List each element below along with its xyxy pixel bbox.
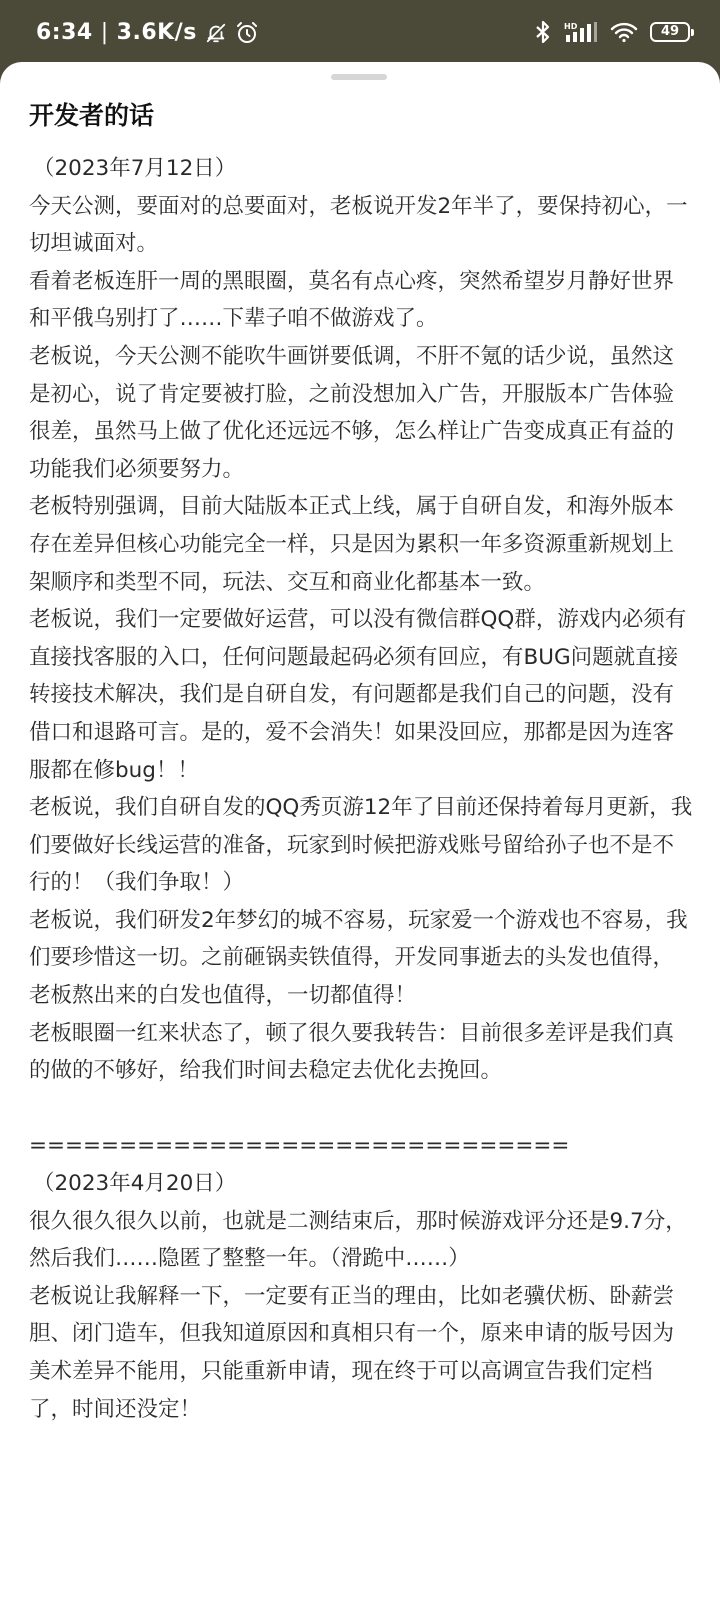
developer-notes-content [29,150,694,1428]
network-speed: 3.6K/s [116,20,197,45]
notes-paragraph: （2023年7月12日） [33,156,237,181]
svg-text:HD: HD [564,22,578,31]
scroll-fade [0,1540,720,1600]
notes-paragraph: 老板说让我解释一下，一定要有正当的理由，比如老骥伏枥、卧薪尝胆、闭门造车，但我知道原因和真相只有一个，原来申请的版号因为美术差异不能用，只能重新申请，现在终于可以高调宣告我们定档了，时间还没定！ [29,1283,675,1422]
notes-paragraph: 老板说，我们自研自发的QQ秀页游12年了目前还保持着每月更新，我们要做好长线运营的准备，玩家到时候把游戏账号留给孙子也不是不行的！（我们争取！） [29,795,693,896]
bottom-sheet [0,62,720,1600]
notes-paragraph: 老板说，今天公测不能吹牛画饼要低调，不肝不氪的话少说，虽然这是初心，说了肯定要被打脸，之前没想加入广告，开服版本广告体验很差，虽然马上做了优化还远远不够，怎么样让广告变成真正有益的功能我们必须要努力。 [29,343,675,482]
clock: 6:34 [36,20,93,45]
status-right [534,20,690,44]
drag-handle[interactable] [331,74,387,80]
notes-paragraph: （2023年4月20日） [33,1171,237,1197]
status-left [36,20,259,45]
notes-paragraph: 今天公测，要面对的总要面对，老板说开发2年半了，要保持初心，一切坦诚面对。 [29,193,688,257]
notes-paragraph: 老板说，我们一定要做好运营，可以没有微信群QQ群，游戏内必须有直接找客服的入口，任何问题最起码必须有回应，有BUG问题就直接转接技术解决，我们是自研自发，有问题都是我们自己的问题，没有借口和退路可言。是的，爱不会消失！如果没回应，那都是因为连客服都在修bug！！ [29,607,687,783]
notes-paragraph: 老板特别强调，目前大陆版本正式上线，属于自研自发，和海外版本存在差异但核心功能完全一样，只是因为累积一年多资源重新规划上架顺序和类型不同，玩法、交互和商业化都基本一致。 [29,494,675,595]
sheet-title: 开发者的话 [29,101,155,130]
status-bar [0,0,720,62]
notes-paragraph: 老板眼圈一红来状态了，顿了很久要我转告：目前很多差评是我们真的做的不够好，给我们时间去稳定去优化去挽回。 [29,1020,675,1084]
hd-signal-icon [564,21,598,43]
notes-paragraph: 老板说，我们研发2年梦幻的城不容易，玩家爱一个游戏也不容易，我们要珍惜这一切。之前砸锅卖铁值得，开发同事逝去的头发也值得，老板熬出来的白发也值得，一切都值得！ [29,907,688,1009]
notes-paragraph: ============================== [29,1133,570,1159]
wifi-icon [610,21,638,43]
status-separator: | [100,20,109,45]
battery-icon: 49 [650,22,690,42]
notes-paragraph: 看着老板连肝一周的黑眼圈，莫名有点心疼，突然希望岁月静好世界和平俄乌别打了……下辈子咱不做游戏了。 [29,268,675,332]
alarm-icon [235,21,259,45]
notes-paragraph: 很久很久很久以前，也就是二测结束后，那时候游戏评分还是9.7分，然后我们……隐匿了整整一年。（滑跪中……） [29,1208,687,1272]
bluetooth-icon [534,20,552,44]
notes-paragraph [29,1090,694,1128]
bell-off-icon [205,22,227,44]
